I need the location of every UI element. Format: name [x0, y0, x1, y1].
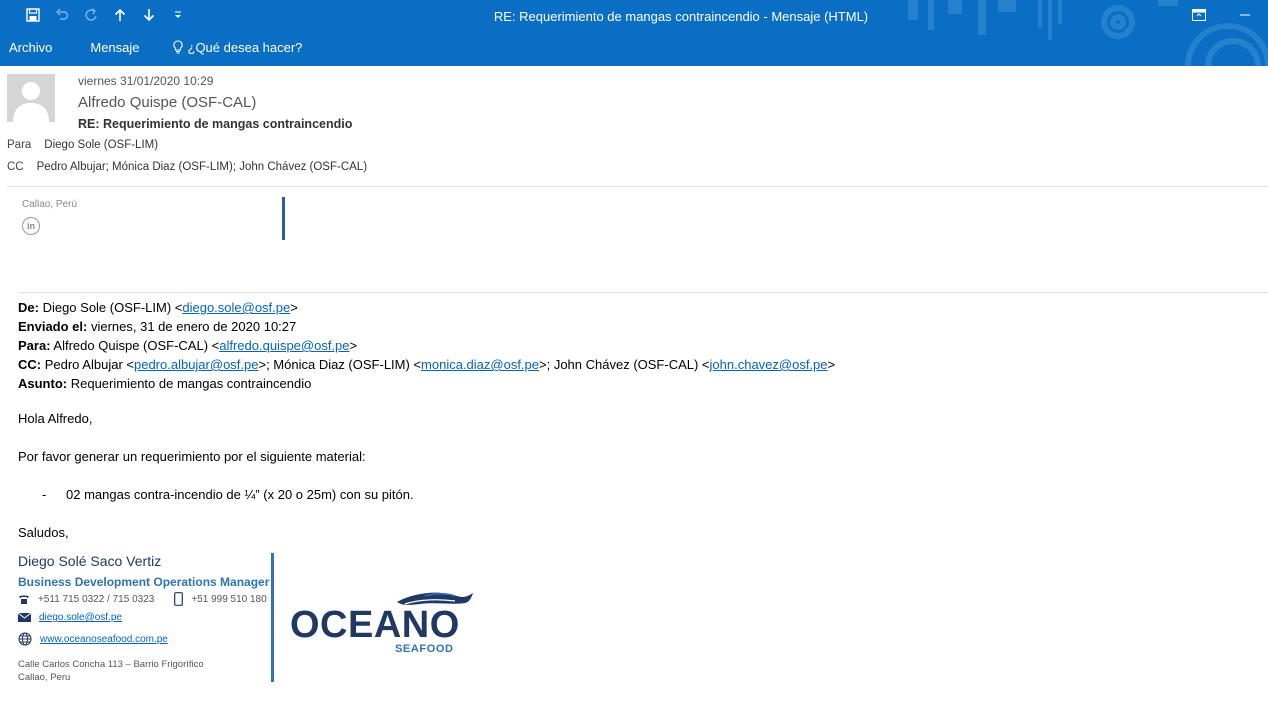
fwd-to-line: Para: Alfredo Quispe (OSF-CAL) <alfredo.quispe@osf.pe>	[18, 338, 358, 353]
cc-recipients[interactable]: Pedro Albujar; Mónica Diaz (OSF-LIM); John Chávez (OSF-CAL)	[36, 161, 368, 173]
email-signature	[18, 552, 498, 688]
signature-web-row	[18, 632, 168, 646]
telephone-icon	[18, 594, 30, 605]
forwarded-header	[18, 298, 835, 393]
signature-web-link[interactable]: www.oceanoseafood.com.pe	[40, 633, 168, 645]
fwd-cc-line: CC: Pedro Albujar <pedro.albujar@osf.pe>; Mónica Diaz (OSF-LIM) <monica.diaz@osf.pe>; John Chávez (OSF-CAL) <john.chavez@osf.pe>	[18, 357, 836, 372]
signature-address: Calle Carlos Concha 113 – Barrio Frigorífico Callao, Peru	[18, 659, 204, 683]
tab-file[interactable]: Archivo	[9, 39, 53, 55]
logo-wordmark: OCEANO	[290, 604, 460, 646]
ribbon-display-options-icon[interactable]	[1176, 2, 1222, 28]
request-text: Por favor generar un requerimiento por el siguiente material:	[18, 449, 366, 464]
fwd-subject-line: Asunto: Requerimiento de mangas contraincendio	[18, 376, 312, 391]
to-recipients[interactable]: Diego Sole (OSF-LIM)	[44, 139, 159, 151]
to-line	[7, 139, 158, 151]
logo-subtitle: SEAFOOD	[395, 643, 454, 655]
lightbulb-icon	[172, 40, 184, 54]
email-link[interactable]: alfredo.quispe@osf.pe	[219, 338, 350, 353]
email-link[interactable]: diego.sole@osf.pe	[182, 300, 291, 315]
tell-me-search[interactable]	[163, 40, 312, 55]
window-title: RE: Requerimiento de mangas contraincendio - Mensaje (HTML)	[493, 9, 869, 24]
envelope-icon	[18, 613, 31, 622]
fwd-sent-line: Enviado el: viernes, 31 de enero de 2020 10:27	[18, 319, 297, 334]
sender-name[interactable]: Alfredo Quispe (OSF-CAL)	[78, 94, 257, 111]
signature-divider	[271, 553, 274, 682]
cc-label: CC	[7, 161, 24, 173]
email-link[interactable]: monica.diaz@osf.pe	[421, 357, 540, 372]
signature-name: Diego Solé Saco Vertiz	[18, 553, 162, 569]
signature-email-row	[18, 612, 122, 623]
email-link[interactable]: john.chavez@osf.pe	[709, 357, 828, 372]
ribbon-tabs	[0, 36, 311, 58]
list-item: - 02 mangas contra-incendio de ¼” (x 20 o 25m) con su pitón.	[42, 487, 414, 502]
quoted-signature	[22, 186, 292, 242]
linkedin-icon[interactable]: in	[22, 217, 40, 235]
signature-phone-row: +511 715 0322 / 715 0323 +51 999 510 180	[18, 592, 267, 606]
greeting: Hola Alfredo,	[18, 411, 93, 426]
window-controls	[1176, 2, 1268, 28]
cc-line	[7, 161, 367, 173]
sent-date: viernes 31/01/2020 10:29	[78, 74, 214, 88]
forward-divider	[18, 292, 1268, 293]
fwd-from-line: De: Diego Sole (OSF-LIM) <diego.sole@osf.pe>	[18, 300, 298, 315]
globe-icon	[18, 632, 32, 646]
tab-message[interactable]: Mensaje	[90, 39, 140, 55]
to-label: Para	[7, 139, 32, 151]
company-logo	[290, 590, 480, 660]
avatar	[7, 74, 55, 122]
minimize-icon[interactable]	[1222, 2, 1268, 28]
signature-email-link[interactable]: diego.sole@osf.pe	[39, 612, 122, 623]
tell-me-label: ¿Qué desea hacer?	[187, 39, 303, 55]
quoted-signature-divider	[282, 197, 285, 240]
message-subject: RE: Requerimiento de mangas contraincendio	[78, 117, 353, 131]
title-bar	[0, 0, 1268, 66]
message-header	[0, 66, 1268, 186]
mobile-phone-icon	[174, 592, 183, 606]
signature-role: Business Development Operations Manager	[18, 575, 270, 589]
email-link[interactable]: pedro.albujar@osf.pe	[133, 357, 259, 372]
closing: Saludos,	[18, 525, 69, 540]
quoted-city: Callao, Perú	[22, 199, 78, 210]
